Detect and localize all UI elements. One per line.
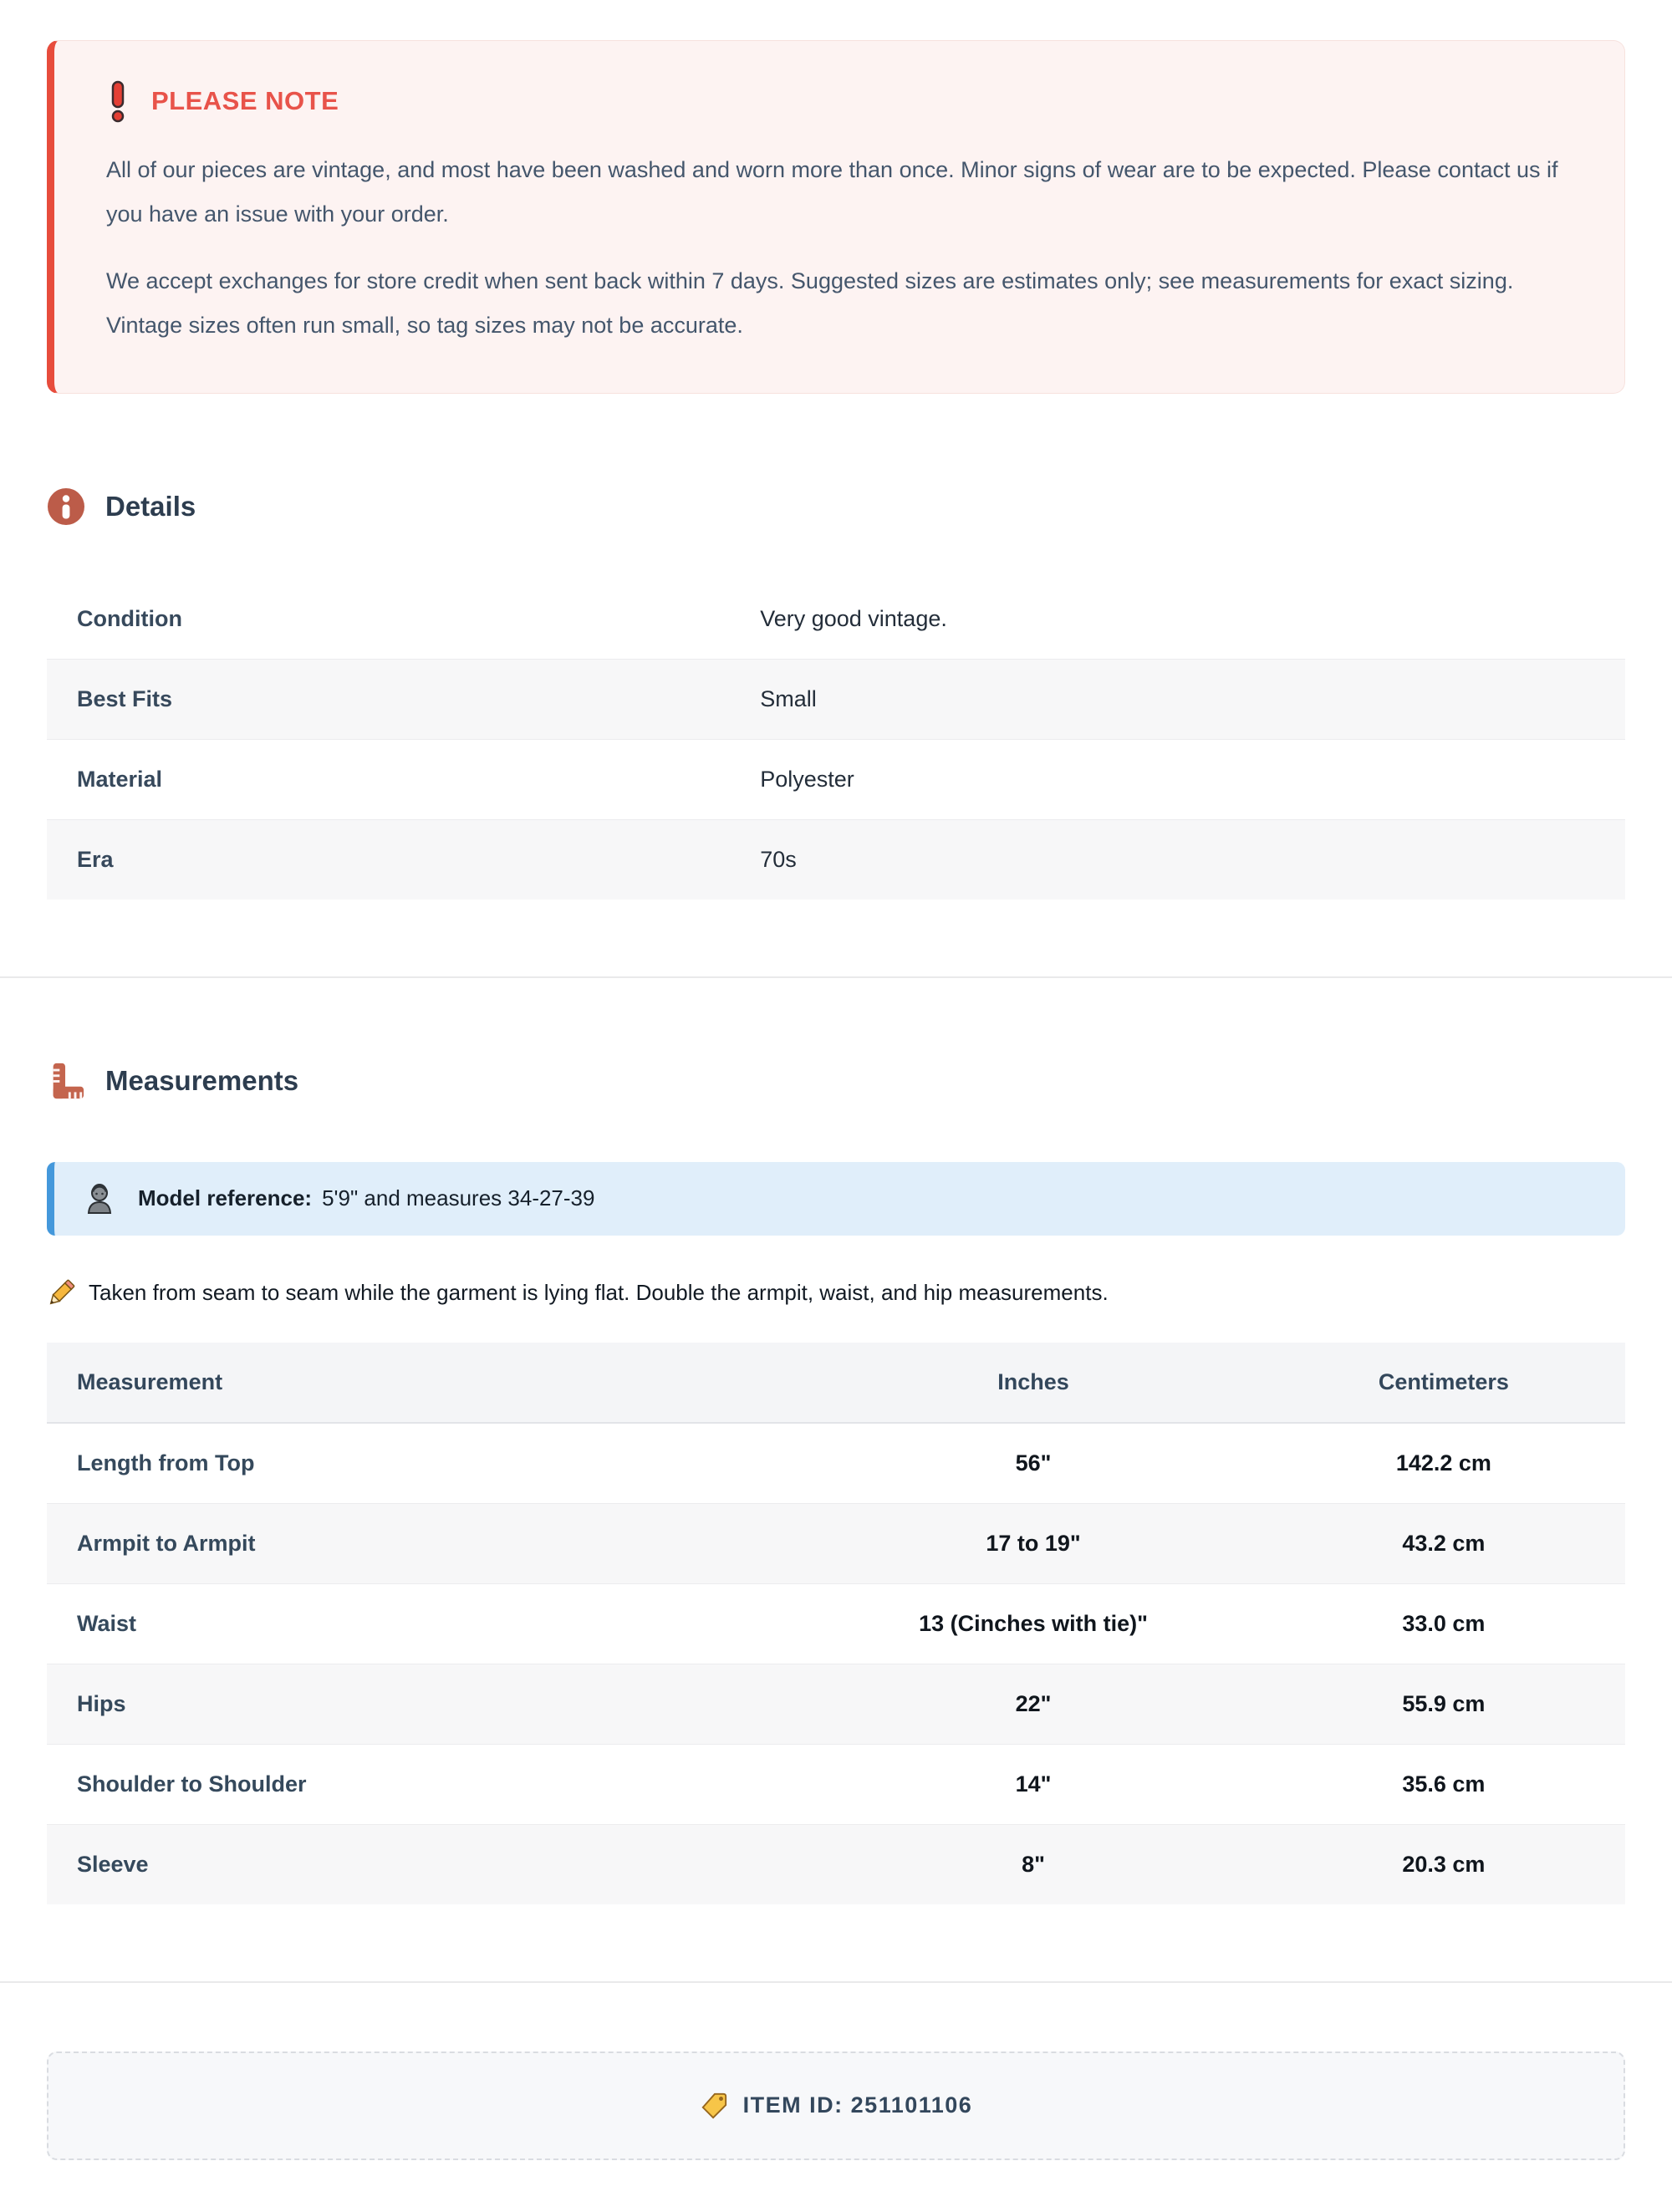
please-note-alert <box>47 40 1625 394</box>
item-id-text: ITEM ID: 251101106 <box>742 2092 973 2118</box>
column-header-centimeters: Centimeters <box>1262 1343 1625 1423</box>
measurement-inches: 56" <box>1015 1450 1052 1476</box>
measurements-section <box>47 1062 1625 1904</box>
measurement-inches: 13 (Cinches with tie)" <box>919 1610 1148 1636</box>
model-reference-value: 5'9" and measures 34-27-39 <box>322 1185 595 1211</box>
measurement-row <box>47 1583 1625 1664</box>
tag-icon <box>700 2092 728 2120</box>
measurement-label: Sleeve <box>77 1851 149 1877</box>
measurement-label: Waist <box>77 1610 137 1636</box>
detail-value: Small <box>760 686 817 711</box>
measurement-centimeters: 43.2 cm <box>1402 1530 1486 1556</box>
details-section <box>47 487 1625 900</box>
measurement-row <box>47 1423 1625 1504</box>
details-row <box>47 819 1625 900</box>
measurement-inches: 22" <box>1015 1690 1052 1716</box>
detail-label: Material <box>77 766 163 792</box>
detail-value: 70s <box>760 846 797 872</box>
measurement-row <box>47 1664 1625 1744</box>
details-row <box>47 659 1625 739</box>
measurement-row <box>47 1503 1625 1583</box>
measurements-heading-row <box>47 1062 1625 1100</box>
details-heading-row <box>47 487 1625 526</box>
model-reference-text <box>138 1185 594 1211</box>
ruler-icon <box>47 1062 85 1100</box>
section-divider <box>0 1981 1672 1983</box>
column-header-measurement: Measurement <box>47 1343 804 1423</box>
person-icon <box>83 1182 116 1216</box>
measurement-inches: 8" <box>1022 1851 1045 1877</box>
exclamation-icon <box>106 79 130 123</box>
measurement-centimeters: 35.6 cm <box>1402 1771 1486 1797</box>
detail-value: Very good vintage. <box>760 605 947 631</box>
details-row <box>47 739 1625 819</box>
note-title: PLEASE NOTE <box>151 86 339 115</box>
detail-label: Best Fits <box>77 686 173 711</box>
details-table <box>47 579 1625 900</box>
detail-label: Era <box>77 846 114 872</box>
measurements-heading: Measurements <box>105 1064 299 1096</box>
section-divider <box>0 976 1672 978</box>
measurement-label: Length from Top <box>77 1450 255 1476</box>
measurement-centimeters: 55.9 cm <box>1402 1690 1486 1716</box>
column-header-inches: Inches <box>804 1343 1262 1423</box>
measurement-row <box>47 1744 1625 1824</box>
pencil-icon <box>47 1279 75 1307</box>
note-paragraph: All of our pieces are vintage, and most have been washed and worn more than once. Minor signs of wear are to be expected. Please contact us if you have an issue with your order. <box>106 157 1558 227</box>
measurement-inches: 17 to 19" <box>986 1530 1081 1556</box>
note-paragraph: We accept exchanges for store credit when sent back within 7 days. Suggested sizes are estimates only; see measurements for exact sizing. Vintage sizes often run small, so tag sizes may not be accurate. <box>106 268 1514 338</box>
measurement-label: Hips <box>77 1690 126 1716</box>
measurement-inches: 14" <box>1015 1771 1052 1797</box>
details-row <box>47 579 1625 659</box>
info-icon <box>47 487 85 526</box>
measurement-centimeters: 33.0 cm <box>1402 1610 1486 1636</box>
measurement-label: Armpit to Armpit <box>77 1530 256 1556</box>
measurement-centimeters: 20.3 cm <box>1402 1851 1486 1877</box>
measurements-table <box>47 1343 1625 1904</box>
measurement-instructions-text: Taken from seam to seam while the garment is lying flat. Double the armpit, waist, and hip measurements. <box>89 1280 1109 1306</box>
measurement-label: Shoulder to Shoulder <box>77 1771 307 1797</box>
detail-value: Polyester <box>760 766 854 792</box>
measurement-row <box>47 1824 1625 1904</box>
measurement-instructions <box>47 1279 1625 1307</box>
measurements-table-header-row <box>47 1343 1625 1423</box>
note-title-row <box>106 79 1574 123</box>
measurement-centimeters: 142.2 cm <box>1395 1450 1491 1476</box>
details-heading: Details <box>105 490 196 522</box>
model-reference-label: Model reference: <box>138 1185 313 1211</box>
detail-label: Condition <box>77 605 182 631</box>
item-id-badge <box>47 2051 1625 2160</box>
model-reference-callout <box>47 1162 1625 1236</box>
